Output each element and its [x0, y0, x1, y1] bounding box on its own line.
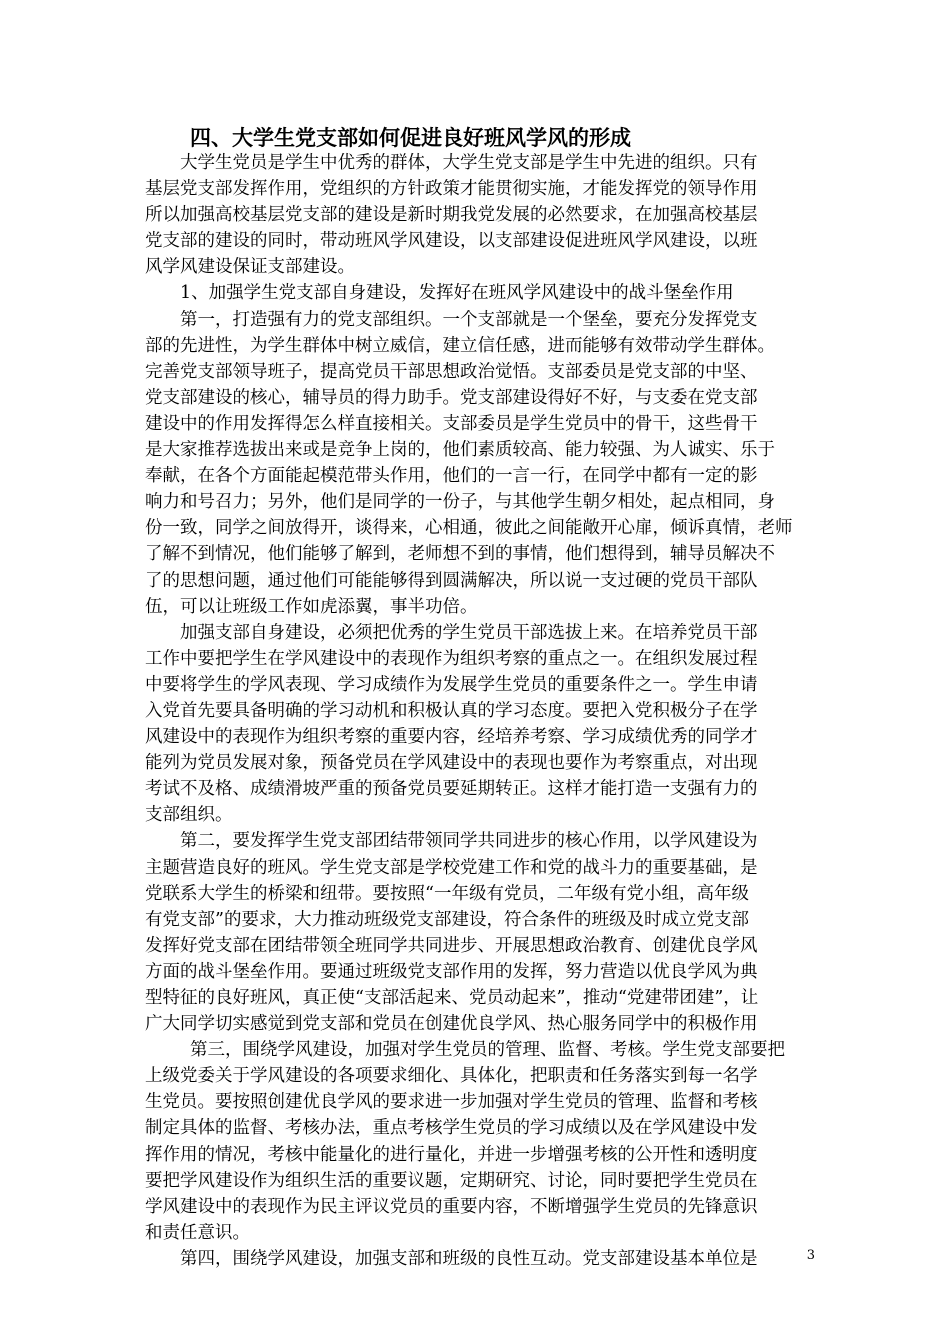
text-line: 风建设中的表现作为组织考察的重要内容，经培养考察、学习成绩优秀的同学才 [145, 727, 758, 748]
text-line: 要把学风建设作为组织生活的重要议题，定期研究、讨论，同时要把学生党员在 [145, 1170, 758, 1191]
page-number: 3 [806, 1248, 815, 1263]
text-line: 所以加强高校基层党支部的建设是新时期我党发展的必然要求，在加强高校基层 [145, 205, 758, 226]
text-line: 建设中的作用发挥得怎么样直接相关。支部委员是学生党员中的骨干，这些骨干 [145, 413, 758, 434]
text-line: 考试不及格、成绩滑坡严重的预备党员要延期转正。这样才能打造一支强有力的 [145, 779, 758, 800]
text-line: 党联系大学生的桥梁和纽带。要按照“一年级有党员，二年级有党小组，高年级 [145, 883, 749, 904]
text-line: 伍，可以让班级工作如虎添翼，事半功倍。 [145, 596, 478, 617]
text-line: 型特征的良好班风，真正使“支部活起来、党员动起来”，推动“党建带团建”，让 [145, 988, 759, 1008]
text-line: 学风建设中的表现作为民主评议党员的重要内容，不断增强学生党员的先锋意识 [145, 1196, 758, 1217]
text-line: 份一致，同学之间放得开，谈得来，心相通，彼此之间能敞开心扉，倾诉真情，老师 [145, 518, 793, 539]
subsection-heading: 1、加强学生党支部自身建设，发挥好在班风学风建设中的战斗堡垒作用 [180, 283, 734, 304]
text-line: 第二，要发挥学生党支部团结带领同学共同进步的核心作用，以学风建设为 [180, 831, 758, 852]
text-line: 第三，围绕学风建设，加强对学生党员的管理、监督、考核。学生党支部要把 [190, 1040, 785, 1061]
text-line: 和责任意识。 [145, 1222, 250, 1243]
text-line: 了解不到情况，他们能够了解到，老师想不到的事情，他们想得到，辅导员解决不 [145, 544, 775, 565]
text-line: 第四，围绕学风建设，加强支部和班级的良性互动。党支部建设基本单位是 [180, 1248, 758, 1269]
text-line: 能列为党员发展对象，预备党员在学风建设中的表现也要作为考察重点，对出现 [145, 753, 758, 774]
text-line: 方面的战斗堡垒作用。要通过班级党支部作用的发挥，努力营造以优良学风为典 [145, 961, 758, 982]
text-line: 第一，打造强有力的党支部组织。一个支部就是一个堡垒，要充分发挥党支 [180, 309, 758, 330]
text-line: 是大家推荐选拔出来或是竞争上岗的，他们素质较高、能力较强、为人诚实、乐于 [145, 440, 775, 461]
text-line: 了的思想问题，通过他们可能能够得到圆满解决，所以说一支过硬的党员干部队 [145, 570, 758, 591]
text-line: 部的先进性，为学生群体中树立威信，建立信任感，进而能够有效带动学生群体。 [145, 335, 775, 356]
text-line: 加强支部自身建设，必须把优秀的学生党员干部选拔上来。在培养党员干部 [180, 622, 758, 643]
text-line: 大学生党员是学生中优秀的群体，大学生党支部是学生中先进的组织。只有 [180, 153, 758, 173]
text-line: 广大同学切实感觉到党支部和党员在创建优良学风、热心服务同学中的积极作用 [145, 1014, 758, 1035]
text-line: 上级党委关于学风建设的各项要求细化、具体化，把职责和任务落实到每一名学 [145, 1066, 758, 1087]
text-line: 入党首先要具备明确的学习动机和积极认真的学习态度。要把入党积极分子在学 [145, 700, 758, 721]
text-line: 完善党支部领导班子，提高党员干部思想政治觉悟。支部委员是党支部的中坚、 [145, 361, 758, 382]
text-line: 制定具体的监督、考核办法，重点考核学生党员的学习成绩以及在学风建设中发 [145, 1118, 758, 1139]
text-line: 发挥好党支部在团结带领全班同学共同进步、开展思想政治教育、创建优良学风 [145, 935, 758, 956]
text-line: 挥作用的情况，考核中能量化的进行量化，并进一步增强考核的公开性和透明度 [145, 1144, 758, 1165]
text-line: 党支部的建设的同时，带动班风学风建设，以支部建设促进班风学风建设，以班 [145, 231, 758, 252]
text-line: 风学风建设保证支部建设。 [145, 257, 355, 278]
text-line: 中要将学生的学风表现、学习成绩作为发展学生党员的重要条件之一。学生申请 [145, 674, 758, 695]
section-heading: 四、大学生党支部如何促进良好班风学风的形成 [190, 126, 631, 150]
body-text [145, 150, 810, 1272]
text-line: 工作中要把学生在学风建设中的表现作为组织考察的重点之一。在组织发展过程 [145, 648, 758, 669]
text-line: 生党员。要按照创建优良学风的要求进一步加强对学生党员的管理、监督和考核 [145, 1092, 758, 1113]
text-line: 奉献，在各个方面能起模范带头作用，他们的一言一行，在同学中都有一定的影 [145, 466, 758, 487]
text-line: 支部组织。 [145, 805, 233, 826]
text-line: 党支部建设的核心，辅导员的得力助手。党支部建设得好不好，与支委在党支部 [145, 387, 758, 408]
text-line: 基层党支部发挥作用，党组织的方针政策才能贯彻实施，才能发挥党的领导作用 [145, 179, 758, 200]
text-line: 有党支部”的要求，大力推动班级党支部建设，符合条件的班级及时成立党支部 [145, 909, 749, 930]
text-line: 主题营造良好的班风。学生党支部是学校党建工作和党的战斗力的重要基础，是 [145, 857, 758, 878]
text-line: 响力和号召力；另外，他们是同学的一份子，与其他学生朝夕相处，起点相同，身 [145, 492, 775, 513]
